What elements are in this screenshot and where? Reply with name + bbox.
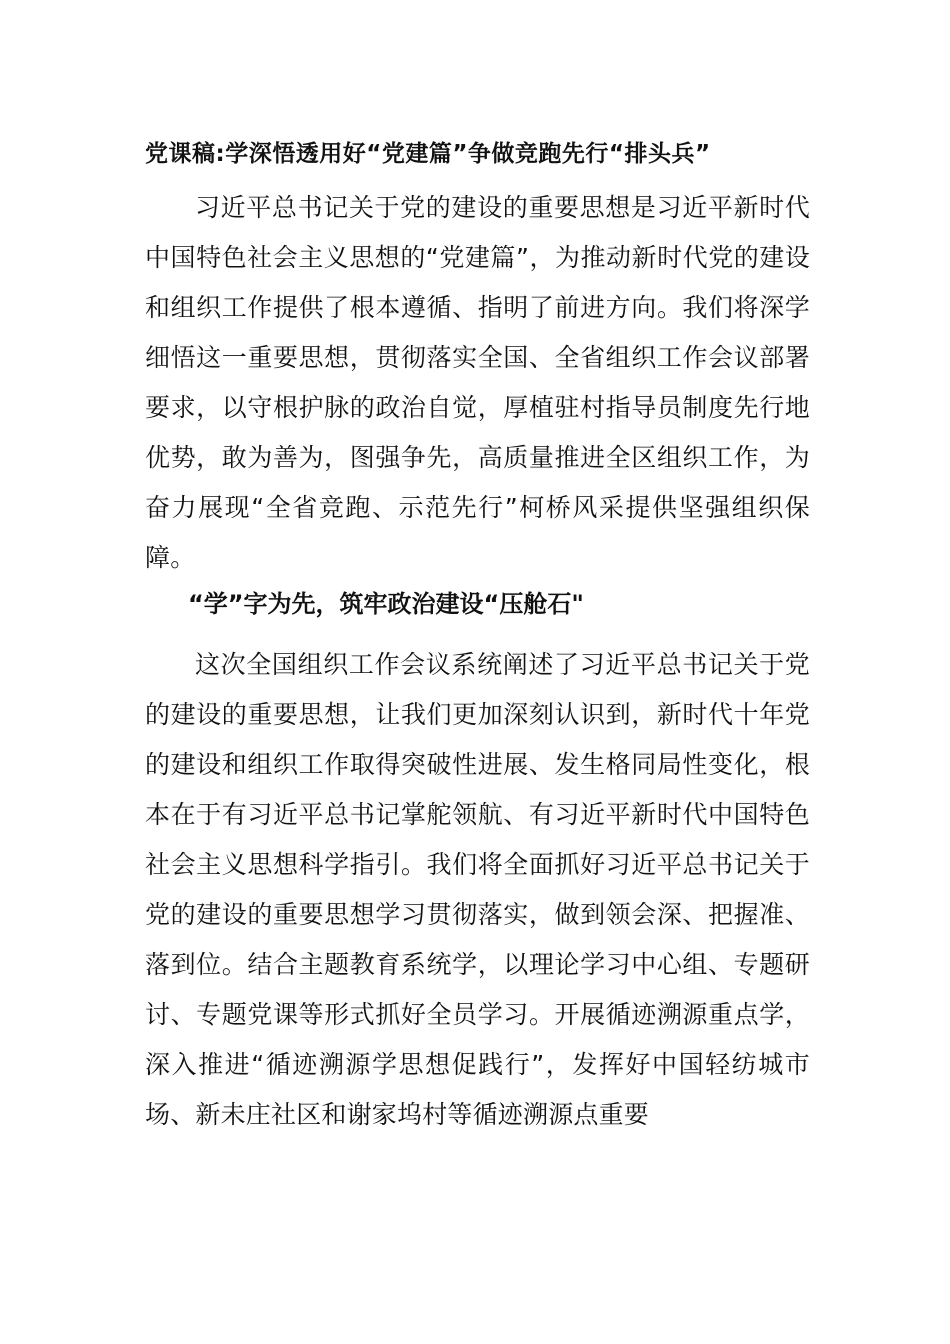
paragraph-study: 这次全国组织工作会议系统阐述了习近平总书记关于党的建设的重要思想，让我们更加深刻认识到，新时代十年党的建设和组织工作取得突破性进展、发生格同局性变化，根本在于有习近平总书记掌舵领航、有习近平新时代中国特色社会主义思想科学指引。我们将全面抓好习近平总书记关于党的建设的重要思想学习贯彻落实，做到领会深、把握准、落到位。结合主题教育系统学，以理论学习中心组、专题研讨、专题党课等形式抓好全员学习。开展循迹溯源重点学，深入推进“循迹溯源学思想促践行”，发挥好中国轻纺城市场、新未庄社区和谢家坞村等循迹溯源点重要 [145,650,810,1129]
paragraph-intro: 习近平总书记关于党的建设的重要思想是习近平新时代中国特色社会主义思想的“党建篇”，为推动新时代党的建设和组织工作提供了根本遵循、指明了前进方向。我们将深学细悟这一重要思想，贯彻落实全国、全省组织工作会议部署要求，以守根护脉的政治自觉，厚植驻村指导员制度先行地优势，敢为善为，图强争先，高质量推进全区组织工作，为奋力展现“全省竞跑、示范先行”柯桥风采提供坚强组织保障。 [145,193,810,572]
section-heading-study: “学”字为先，筑牢政治建设“压舱石" [188,590,584,618]
document-title: 党课稿:学深悟透用好“党建篇”争做竞跑先行“排头兵” [145,141,711,167]
